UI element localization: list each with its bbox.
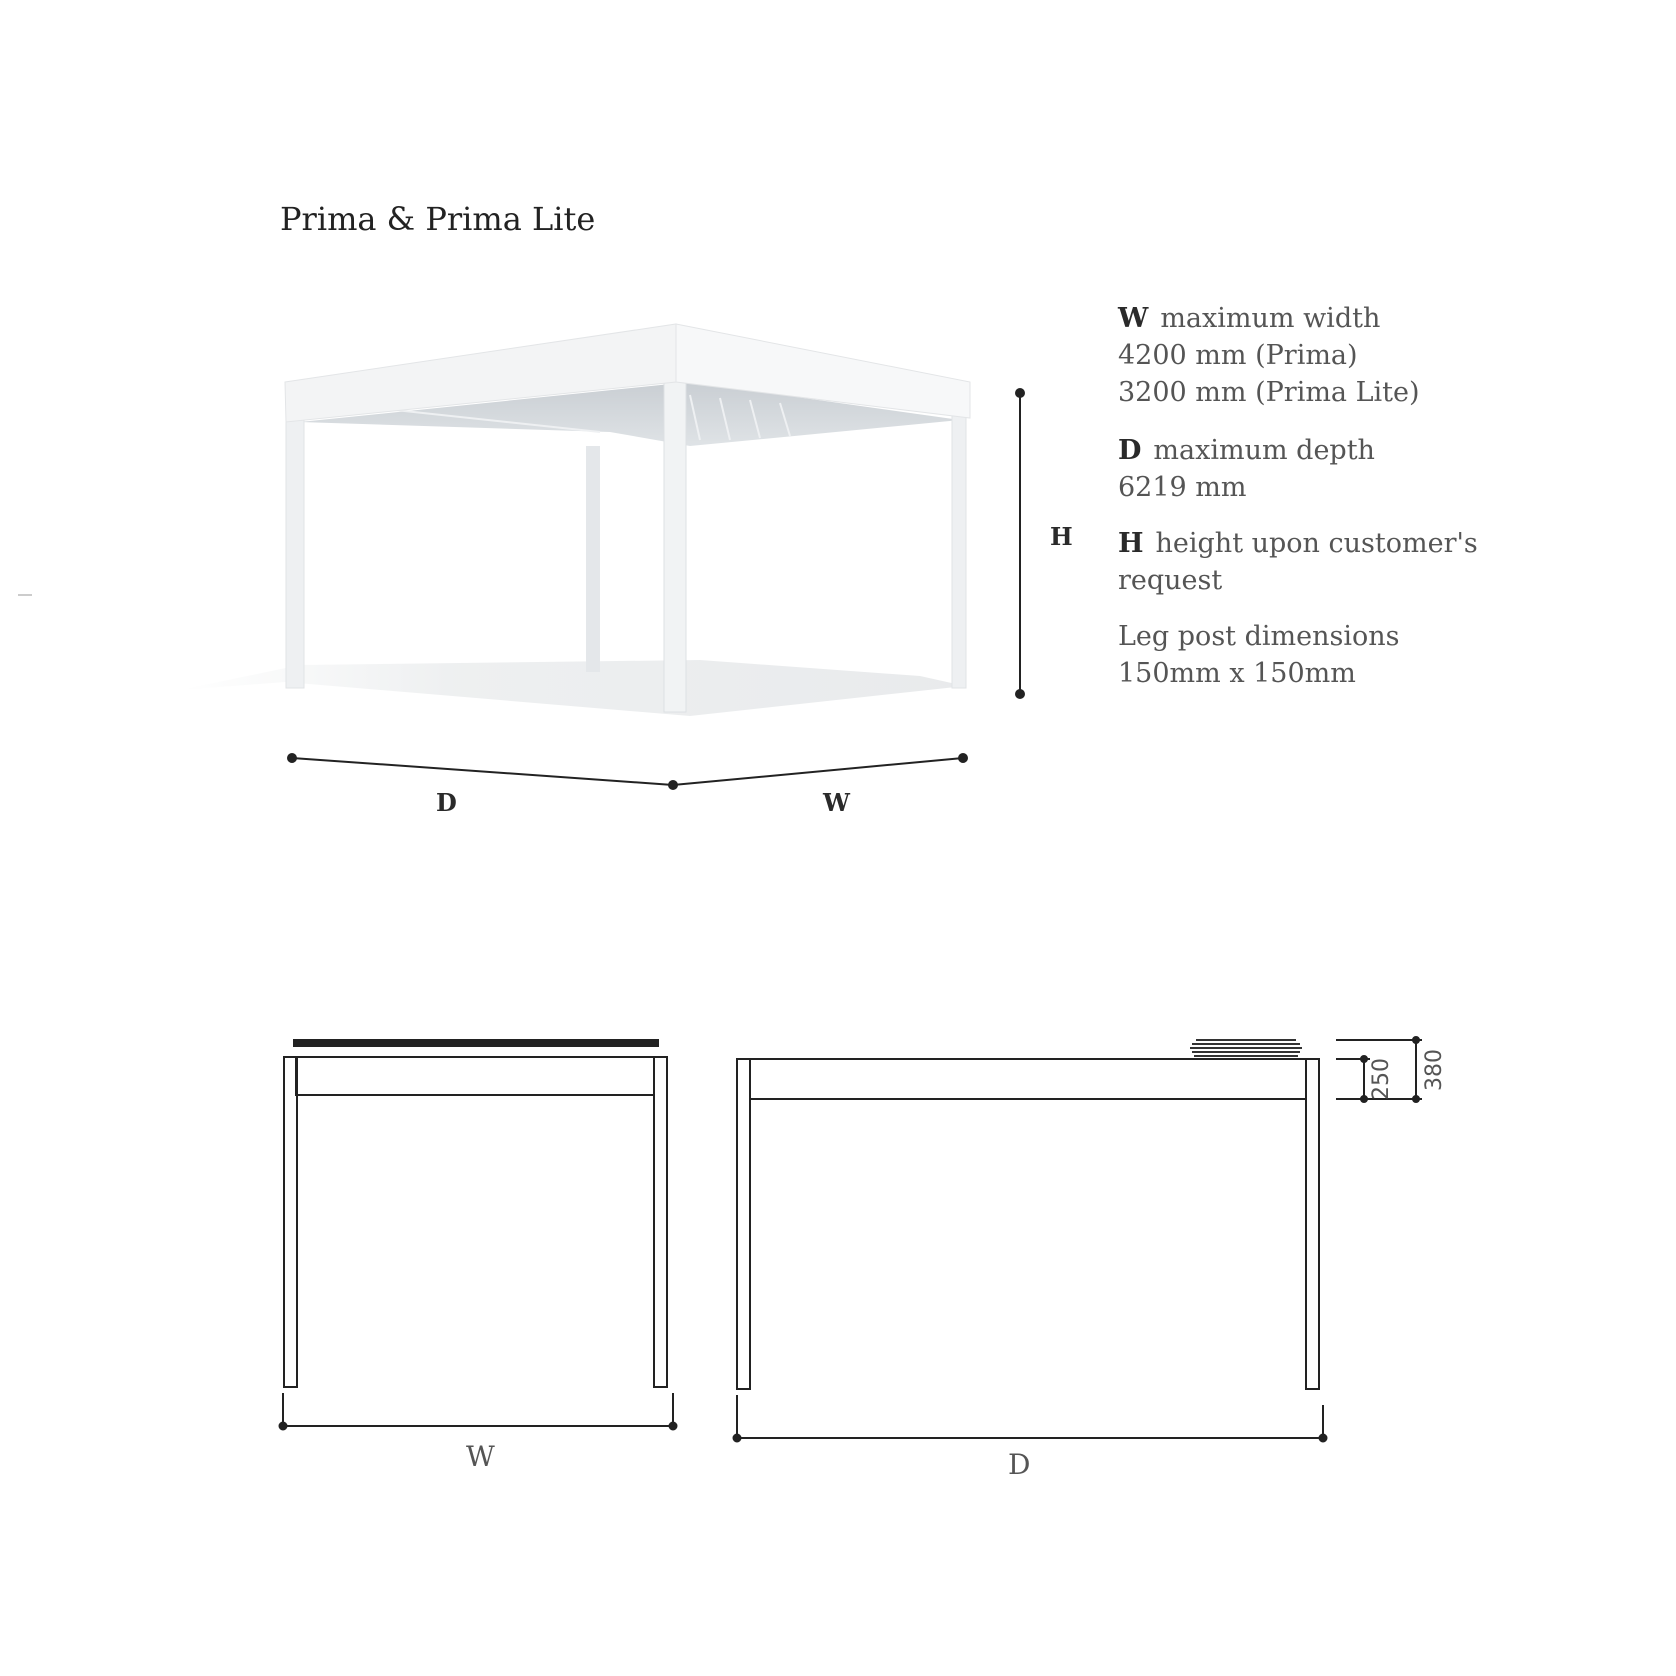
side-post-right: [1306, 1059, 1319, 1389]
spec-leg-value: 150mm x 150mm: [1118, 658, 1356, 689]
iso-width-label: W: [823, 788, 850, 817]
dim-250: [1336, 1056, 1370, 1102]
height-dimension: [1015, 388, 1025, 699]
iso-height-label: H: [1050, 522, 1073, 551]
spec-width-prima: 4200 mm (Prima): [1118, 340, 1358, 371]
front-width-label: W: [466, 1440, 495, 1473]
spec-depth-key: D: [1118, 435, 1142, 466]
spec-depth-value: 6219 mm: [1118, 472, 1247, 503]
spec-depth: [1118, 432, 1375, 506]
left-post: [286, 420, 304, 688]
spec-depth-label: maximum depth: [1153, 435, 1375, 466]
side-post-left: [737, 1059, 750, 1389]
page-title: Prima & Prima Lite: [280, 200, 596, 238]
side-depth-label: D: [1008, 1448, 1031, 1481]
spec-width-key: W: [1118, 303, 1149, 334]
edge-mark: [18, 594, 32, 596]
front-elevation: [280, 1040, 677, 1430]
dim-250-label: 250: [1369, 1058, 1394, 1100]
pergola-render: [18, 324, 970, 716]
back-post: [586, 446, 600, 672]
spec-height: [1118, 525, 1478, 599]
side-beam: [750, 1059, 1306, 1099]
spec-height-value: request: [1118, 565, 1223, 596]
spec-leg: [1118, 618, 1399, 692]
spec-width-label: maximum width: [1160, 303, 1381, 334]
dim-380-label: 380: [1422, 1049, 1447, 1091]
front-post-left: [284, 1057, 297, 1387]
spec-height-label: height upon customer's: [1155, 528, 1478, 559]
right-post: [952, 416, 966, 688]
front-post-right: [654, 1057, 667, 1387]
spec-width-lite: 3200 mm (Prima Lite): [1118, 377, 1420, 408]
front-post: [664, 382, 686, 712]
spec-leg-label: Leg post dimensions: [1118, 621, 1400, 652]
base-dimensions: [287, 753, 968, 790]
side-elevation: [734, 1037, 1423, 1442]
spec-width: [1118, 300, 1420, 411]
iso-depth-label: D: [436, 788, 457, 817]
side-louvre-hatch: [1190, 1040, 1302, 1056]
front-beam: [296, 1057, 654, 1095]
spec-height-key: H: [1118, 528, 1144, 559]
